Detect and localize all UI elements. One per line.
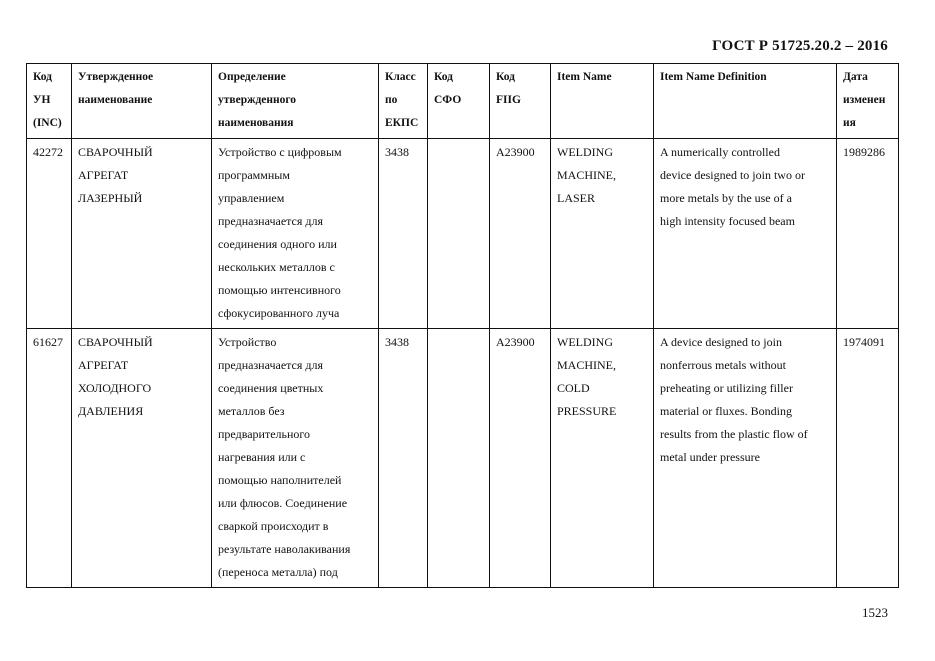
column-header-fiig: Код FIIG — [490, 64, 551, 139]
column-header-item-definition: Item Name Definition — [654, 64, 837, 139]
cell-fiig: A23900 — [490, 329, 551, 588]
cell-item-definition: A numerically controlled device designed to join two or more metals by the use of a high intensity focused beam — [654, 139, 837, 329]
cell-item-name: WELDING MACHINE, COLD PRESSURE — [551, 329, 654, 588]
cell-class: 3438 — [379, 139, 428, 329]
column-header-code: Код УН (INC) — [27, 64, 72, 139]
cell-item-name: WELDING MACHINE, LASER — [551, 139, 654, 329]
cell-date: 1974091 — [837, 329, 899, 588]
cell-name: СВАРОЧНЫЙ АГРЕГАТ ЛАЗЕРНЫЙ — [72, 139, 212, 329]
table-row — [27, 139, 899, 329]
cell-class: 3438 — [379, 329, 428, 588]
column-header-date: Дата изменен ия — [837, 64, 899, 139]
cell-item-definition: A device designed to join nonferrous metals without preheating or utilizing filler material or fluxes. Bonding results from the plastic flow of metal under pressure — [654, 329, 837, 588]
cell-fiig: A23900 — [490, 139, 551, 329]
cell-sfo — [428, 139, 490, 329]
column-header-sfo: Код СФО — [428, 64, 490, 139]
cell-sfo — [428, 329, 490, 588]
document-title: ГОСТ Р 51725.20.2 – 2016 — [712, 38, 888, 54]
page-number: 1523 — [862, 605, 888, 620]
column-header-name: Утвержденное наименование — [72, 64, 212, 139]
cell-code: 42272 — [27, 139, 72, 329]
cell-name: СВАРОЧНЫЙ АГРЕГАТ ХОЛОДНОГО ДАВЛЕНИЯ — [72, 329, 212, 588]
cell-definition: Устройство с цифровым программным управлением предназначается для соединения одного или нескольких металлов с помощью интенсивного сфокусированного луча — [212, 139, 379, 329]
cell-definition: Устройство предназначается для соединения цветных металлов без предварительного нагревания или с помощью наполнителей или флюсов. Соединение сваркой происходит в результате наволакивания (переноса металла) под — [212, 329, 379, 588]
column-header-item-name: Item Name — [551, 64, 654, 139]
catalog-table — [26, 63, 899, 588]
column-header-class: Класс по ЕКПС — [379, 64, 428, 139]
table-header-row — [27, 64, 899, 139]
table-row — [27, 329, 899, 588]
cell-date: 1989286 — [837, 139, 899, 329]
cell-code: 61627 — [27, 329, 72, 588]
column-header-definition: Определение утвержденного наименования — [212, 64, 379, 139]
